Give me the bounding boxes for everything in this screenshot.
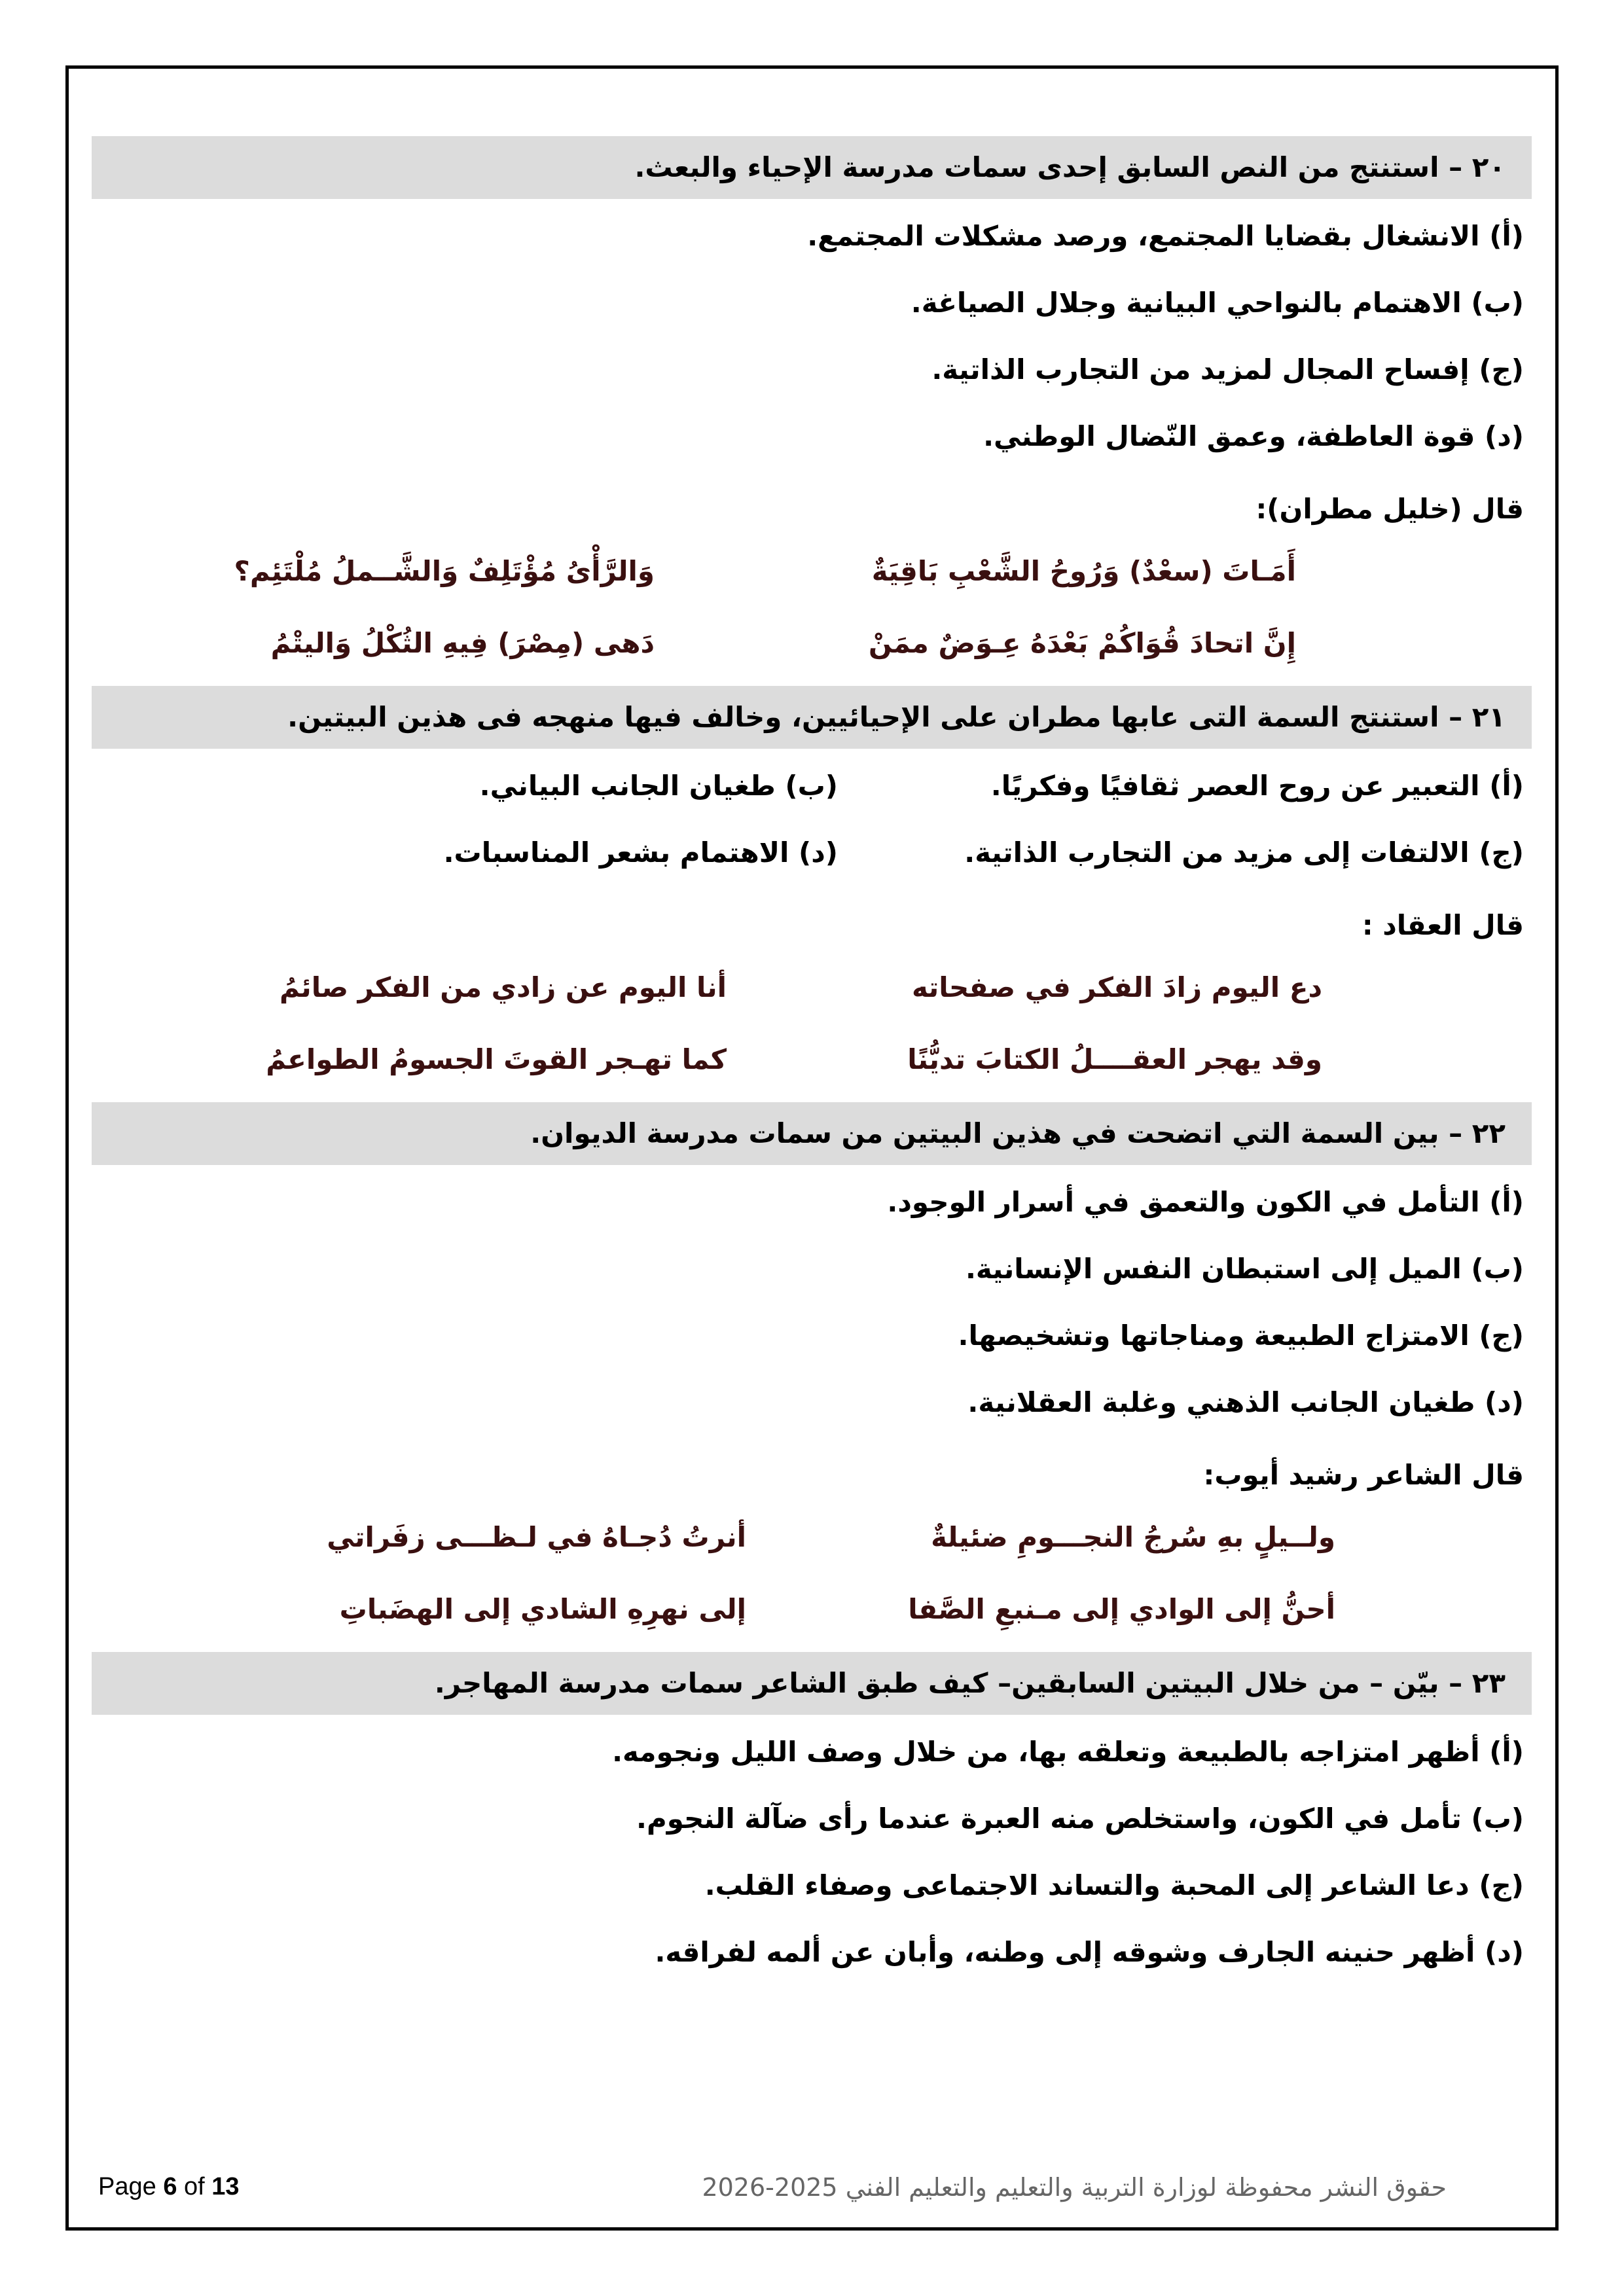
q23-option-a: (أ) أظهر امتزاجه بالطبيعة وتعلقه بها، من خلال وصف الليل ونجومه. xyxy=(612,1736,1524,1768)
verse-second-half: إلى نهرِهِ الشادي إلى الهضَباتِ xyxy=(339,1593,746,1625)
q21-options-row-1 xyxy=(92,753,1532,819)
verse-first-half: إِنَّ اتحادَ قُوَاكُمْ بَعْدَهُ عِـوَضٌ ممَنْ xyxy=(868,627,1296,659)
q21-intro: قال (خليل مطران): xyxy=(1255,493,1524,525)
q20-option-b: (ب) الاهتمام بالنواحي البيانية وجلال الصياغة. xyxy=(911,287,1524,319)
q21-verse-1 xyxy=(92,542,1532,614)
q22-option-b: (ب) الميل إلى استبطان النفس الإنسانية. xyxy=(965,1253,1524,1285)
question-21-heading: ٢١ – استنتج السمة التى عابها مطران على الإحيائيين، وخالف فيها منهجه فى هذين البيتين. xyxy=(92,686,1532,749)
verse-first-half: دع اليوم زادَ الفكر في صفحاته xyxy=(912,971,1322,1003)
verse-second-half: وَالرَّأْىُ مُؤْتَلِفٌ وَالشَّــملُ مُلْتَئِم؟ xyxy=(234,555,655,587)
verse-first-half: أحنُّ إلى الوادي إلى مـنبعِ الصَّفا xyxy=(908,1593,1335,1625)
q22-verse-1 xyxy=(92,958,1532,1030)
q23-intro: قال الشاعر رشيد أيوب: xyxy=(1203,1459,1524,1491)
q23-verse-1 xyxy=(92,1508,1532,1580)
page-number xyxy=(98,2173,240,2201)
q23-verse-2 xyxy=(92,1580,1532,1652)
question-20-heading: ٢٠ – استنتج من النص السابق إحدى سمات مدرسة الإحياء والبعث. xyxy=(92,136,1532,199)
verse-second-half: أنا اليوم عن زادي من الفكر صائمُ xyxy=(279,971,727,1003)
verse-second-half: كما تهـجر القوتَ الجسومُ الطواعمُ xyxy=(266,1043,727,1075)
q21-verse-2 xyxy=(92,614,1532,686)
verse-second-half: أنرتُ دُجـاهُ في لـظـــى زفَراتي xyxy=(327,1521,746,1553)
q23-option-b: (ب) تأمل في الكون، واستخلص منه العبرة عندما رأى ضآلة النجوم. xyxy=(636,1803,1524,1835)
page-content xyxy=(92,136,1532,1986)
q21-option-d: (د) الاهتمام بشعر المناسبات. xyxy=(443,836,838,869)
q23-option-c: (ج) دعا الشاعر إلى المحبة والتساند الاجتماعى وصفاء القلب. xyxy=(704,1869,1524,1901)
verse-first-half: أَمَـاتَ (سعْدٌ) وَرُوحُ الشَّعْبِ بَاقِيَةٌ xyxy=(871,555,1296,587)
verse-second-half: دَهى (مِصْرَ) فِيهِ الثُكْلُ وَاليتْمُ xyxy=(270,627,655,659)
page-of: of xyxy=(177,2173,212,2200)
question-22-heading: ٢٢ – بين السمة التي اتضحت في هذين البيتين من سمات مدرسة الديوان. xyxy=(92,1102,1532,1165)
q22-intro: قال العقاد : xyxy=(1362,909,1524,941)
page-prefix: Page xyxy=(98,2173,164,2200)
copyright-notice: حقوق النشر محفوظة لوزارة التربية والتعليم والتعليم الفني 2025-2026 xyxy=(702,2173,1447,2202)
page-current: 6 xyxy=(163,2173,177,2200)
q20-option-d: (د) قوة العاطفة، وعمق النّضال الوطني. xyxy=(983,420,1524,452)
question-23-heading: ٢٣ – بيّن – من خلال البيتين السابقين– كيف طبق الشاعر سمات مدرسة المهاجر. xyxy=(92,1652,1532,1715)
page-footer xyxy=(98,2166,1447,2212)
page-total: 13 xyxy=(211,2173,240,2200)
q20-option-a: (أ) الانشغال بقضايا المجتمع، ورصد مشكلات المجتمع. xyxy=(807,220,1524,252)
q22-option-a: (أ) التأمل في الكون والتعمق في أسرار الوجود. xyxy=(887,1186,1524,1218)
verse-first-half: ولــيلٍ بهِ سُرجُ النجـــومِ ضئيلةٌ xyxy=(931,1521,1335,1553)
verse-first-half: وقد يهجر العقــــلُ الكتابَ تديُّنًا xyxy=(907,1043,1322,1075)
q20-option-c: (ج) إفساح المجال لمزيد من التجارب الذاتية. xyxy=(931,353,1524,386)
q22-option-d: (د) طغيان الجانب الذهني وغلبة العقلانية. xyxy=(967,1386,1524,1418)
q21-option-c: (ج) الالتفات إلى مزيد من التجارب الذاتية. xyxy=(964,836,1524,869)
q23-option-d: (د) أظهر حنينه الجارف وشوقه إلى وطنه، وأبان عن ألمه لفراقه. xyxy=(655,1936,1524,1968)
q22-verse-2 xyxy=(92,1030,1532,1102)
q22-option-c: (ج) الامتزاج الطبيعة ومناجاتها وتشخيصها. xyxy=(958,1319,1524,1352)
q21-options-row-2 xyxy=(92,819,1532,886)
q21-option-a: (أ) التعبير عن روح العصر ثقافيًا وفكريًا. xyxy=(990,770,1524,802)
q21-option-b: (ب) طغيان الجانب البياني. xyxy=(479,770,838,802)
